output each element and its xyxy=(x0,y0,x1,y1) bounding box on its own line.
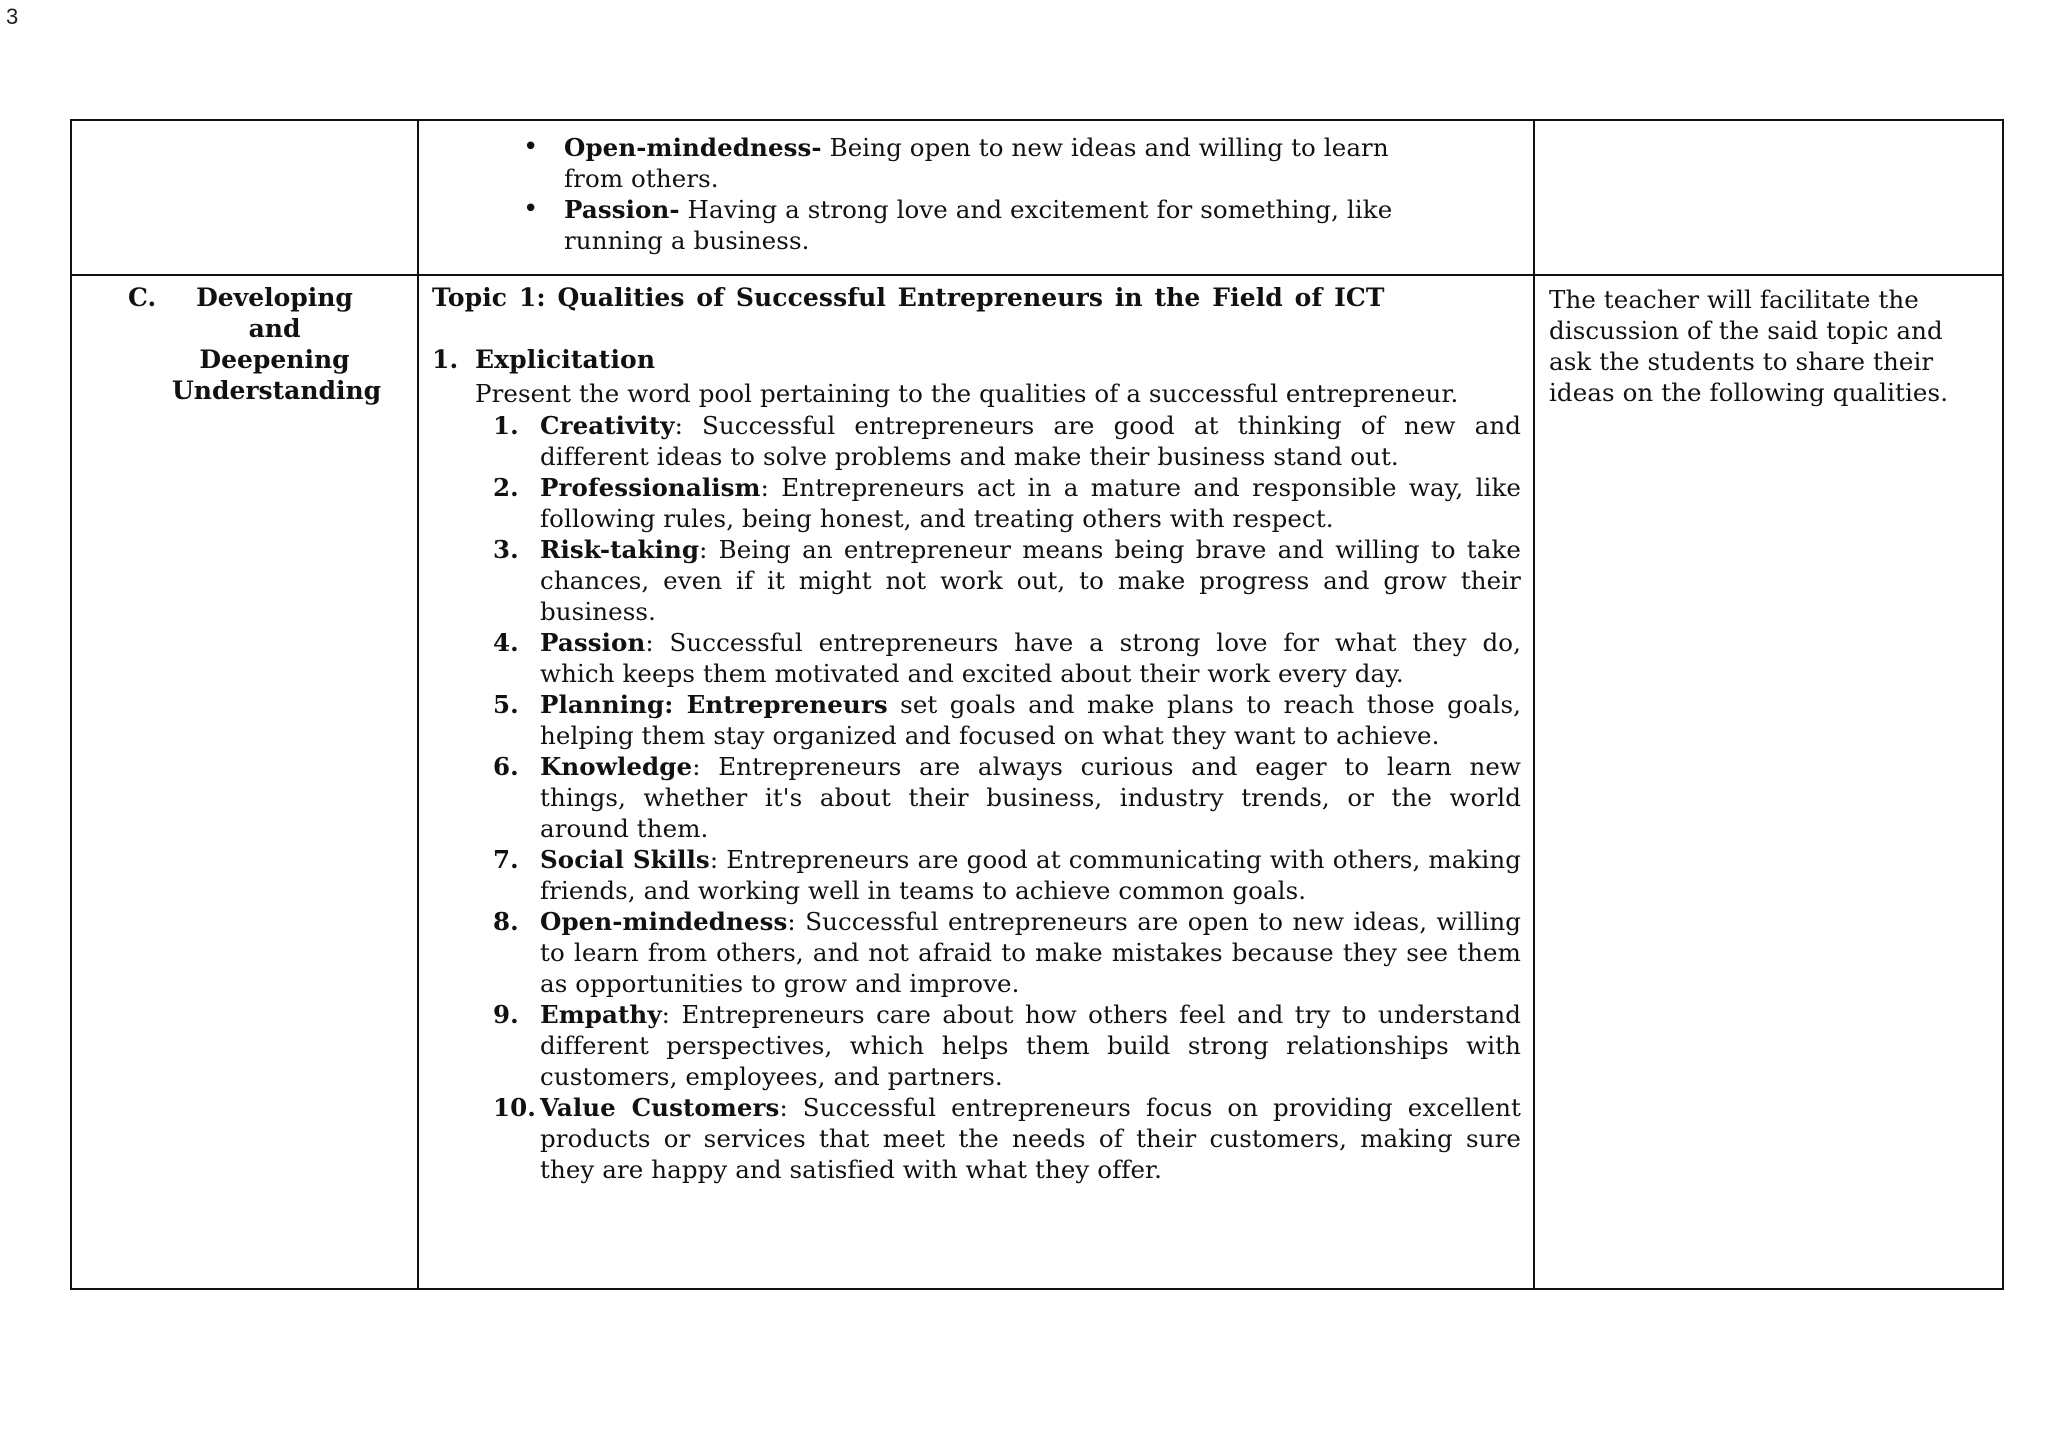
list-item xyxy=(432,627,1521,689)
item-number: 8. xyxy=(493,907,519,936)
section-title: Developing and Deepening Understanding xyxy=(172,283,382,405)
empty-notes-cell xyxy=(1534,120,2003,275)
bullet-term: Open-mindedness- xyxy=(564,133,822,162)
quality-description: : Successful entrepreneurs are good at thinking of new and different ideas to solve problems and make their business stand out. xyxy=(540,411,1521,471)
item-number: 5. xyxy=(493,690,519,719)
bullet-icon: • xyxy=(523,194,539,224)
quality-description: : Successful entrepreneurs are open to new ideas, willing to learn from others, and not afraid to make mistakes because they see them as opportunities to grow and improve. xyxy=(540,907,1521,998)
teacher-notes-cell xyxy=(1534,275,2003,1289)
bullet-icon: • xyxy=(523,132,539,162)
step-number: 1. xyxy=(432,345,459,374)
list-item xyxy=(432,534,1521,627)
bullet-content-cell xyxy=(418,120,1534,275)
list-item xyxy=(432,844,1521,906)
list-item xyxy=(432,751,1521,844)
list-item xyxy=(419,132,1533,194)
quality-term: Empathy xyxy=(540,1000,662,1029)
quality-term: Passion xyxy=(540,628,646,657)
item-number: 3. xyxy=(493,535,519,564)
lesson-plan-table xyxy=(70,119,2004,1290)
quality-term: Social Skills xyxy=(540,845,710,874)
list-item xyxy=(432,999,1521,1092)
quality-term: Open-mindedness xyxy=(540,907,788,936)
list-item xyxy=(432,410,1521,472)
page-number: 3 xyxy=(6,4,19,29)
section-letter: C. xyxy=(128,283,157,312)
topic-content-cell xyxy=(418,275,1534,1289)
step-title: Explicitation xyxy=(475,345,656,374)
item-number: 10. xyxy=(493,1093,536,1122)
list-item xyxy=(432,1092,1521,1185)
intro-text: Present the word pool pertaining to the qualities of a successful entrepreneur. xyxy=(475,379,1459,408)
section-heading xyxy=(72,282,417,406)
empty-section-cell xyxy=(71,120,418,275)
quality-description: set goals and make plans to reach those goals, helping them stay organized and focused on what they want to achieve. xyxy=(540,690,1521,750)
quality-term: Value Customers xyxy=(540,1093,780,1122)
quality-description: : Entrepreneurs are good at communicating with others, making friends, and working well in teams to achieve common goals. xyxy=(540,845,1521,905)
list-item xyxy=(419,194,1533,256)
item-number: 4. xyxy=(493,628,519,657)
qualities-list xyxy=(432,410,1521,1185)
quality-term: Risk-taking xyxy=(540,535,700,564)
topic-title: Topic 1: Qualities of Successful Entrepreneurs in the Field of ICT xyxy=(432,283,1385,312)
teacher-note: The teacher will facilitate the discussion of the said topic and ask the students to share their ideas on the following qualities. xyxy=(1549,285,1949,407)
table-row xyxy=(71,275,2003,1289)
quality-description: : Successful entrepreneurs focus on providing excellent products or services that meet the needs of their customers, making sure they are happy and satisfied with what they offer. xyxy=(540,1093,1521,1184)
item-number: 7. xyxy=(493,845,519,874)
quality-term: Professionalism xyxy=(540,473,761,502)
quality-description: : Successful entrepreneurs have a strong love for what they do, which keeps them motivated and excited about their work every day. xyxy=(540,628,1521,688)
quality-description: : Entrepreneurs are always curious and eager to learn new things, whether it's about their business, industry trends, or the world around them. xyxy=(540,752,1521,843)
quality-term: Creativity xyxy=(540,411,675,440)
bullet-term: Passion- xyxy=(564,195,680,224)
bullet-description: Being open to new ideas and willing to learn from others. xyxy=(564,133,1389,193)
item-number: 2. xyxy=(493,473,519,502)
bullet-list xyxy=(419,121,1533,256)
list-item xyxy=(432,472,1521,534)
bullet-description: Having a strong love and excitement for something, like running a business. xyxy=(564,195,1393,255)
quality-term: Knowledge xyxy=(540,752,693,781)
step-heading xyxy=(432,344,1521,375)
quality-term: Planning: Entrepreneurs xyxy=(540,690,888,719)
list-item xyxy=(432,906,1521,999)
quality-description: : Being an entrepreneur means being brave and willing to take chances, even if it might not work out, to make progress and grow their business. xyxy=(540,535,1521,626)
section-heading-cell xyxy=(71,275,418,1289)
table-row xyxy=(71,120,2003,275)
list-item xyxy=(432,689,1521,751)
quality-description: : Entrepreneurs care about how others feel and try to understand different perspectives, which helps them build strong relationships with customers, employees, and partners. xyxy=(540,1000,1521,1091)
item-number: 6. xyxy=(493,752,519,781)
quality-description: : Entrepreneurs act in a mature and responsible way, like following rules, being honest, and treating others with respect. xyxy=(540,473,1521,533)
item-number: 1. xyxy=(493,411,519,440)
item-number: 9. xyxy=(493,1000,519,1029)
